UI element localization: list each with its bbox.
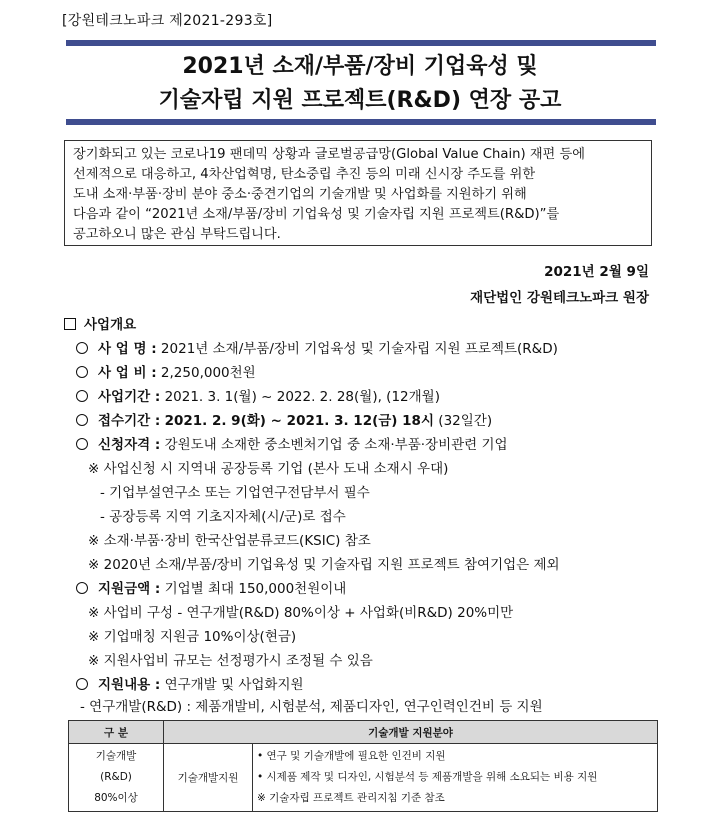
square-bullet-icon: [64, 318, 76, 330]
detail-line: • 연구 및 기술개발에 필요한 인건비 지원: [257, 750, 446, 762]
item-value: 2,250,000천원: [160, 365, 256, 381]
section-heading: [64, 313, 136, 333]
item-label: 신청자격 :: [98, 437, 161, 453]
document-number: [강원테크노파크 제2021-293호]: [62, 13, 273, 29]
rd-description: - 연구개발(R&D) : 제품개발비, 시험분석, 제품디자인, 연구인력인건비 등 지원: [80, 699, 543, 715]
circle-bullet-icon: [76, 366, 88, 378]
circle-bullet-icon: [76, 390, 88, 402]
item-value: 2021. 3. 1(월) ~ 2022. 2. 28(월), (12개월): [164, 389, 440, 405]
title-bottom-rule: [66, 119, 656, 125]
item-value: 강원도내 소재한 중소벤처기업 중 소재·부품·장비관련 기업: [164, 437, 508, 453]
intro-box: [64, 140, 652, 246]
item-project-name: [76, 337, 558, 357]
item-label: 접수기간 :: [98, 413, 161, 429]
table-row: [69, 744, 658, 812]
detail-line: ※ 기술자립 프로젝트 관리지침 기준 참조: [257, 792, 445, 804]
note: ※ 사업비 구성 - 연구개발(R&D) 80%이상 + 사업화(비R&D) 20%미만: [88, 605, 514, 621]
title-line-1: 2021년 소재/부품/장비 기업육성 및: [182, 54, 538, 79]
item-label: 지원금액 :: [98, 581, 161, 597]
intro-line: 다음과 같이 “2021년 소재/부품/장비 기업육성 및 기술자립 지원 프로젝트(R&D)”를: [73, 207, 560, 222]
item-support-content: [76, 673, 304, 693]
title-line-2: 기술자립 지원 프로젝트(R&D) 연장 공고: [158, 88, 562, 113]
intro-line: 선제적으로 대응하고, 4차산업혁명, 탄소중립 추진 등의 미래 신시장 주도를 위한: [73, 167, 536, 182]
intro-line: 장기화되고 있는 코로나19 팬데믹 상황과 글로벌공급망(Global Value Chain) 재편 등에: [73, 147, 585, 162]
item-budget: [76, 361, 256, 381]
item-period: [76, 385, 440, 405]
item-value: 연구개발 및 사업화지원: [164, 677, 304, 693]
sub-note: - 공장등록 지역 기초지자체(시/군)로 접수: [100, 509, 346, 525]
announcement-date: 2021년 2월 9일: [544, 264, 649, 280]
circle-bullet-icon: [76, 342, 88, 354]
intro-line: 도내 소재·부품·장비 분야 중소·중견기업의 기술개발 및 사업화를 지원하기 위해: [73, 187, 527, 202]
item-support-amount: [76, 577, 346, 597]
title-top-rule: [66, 40, 656, 46]
table-cell-category: [69, 744, 164, 812]
note: ※ 사업신청 시 지역내 공장등록 기업 (본사 도내 소재시 우대): [88, 461, 449, 477]
table-cell-details: [253, 744, 658, 812]
section-title: 사업개요: [84, 317, 137, 333]
table-header: 기술개발 지원분야: [164, 721, 658, 744]
detail-line: • 시제품 제작 및 디자인, 시험분석 등 제품개발을 위해 소요되는 비용 지원: [257, 771, 598, 783]
note: ※ 2020년 소재/부품/장비 기업육성 및 기술자립 지원 프로젝트 참여기업은 제외: [88, 557, 560, 573]
issuing-organization: 재단법인 강원테크노파크 원장: [470, 290, 649, 306]
item-value: 2021년 소재/부품/장비 기업육성 및 기술자립 지원 프로젝트(R&D): [160, 341, 558, 357]
support-table: [68, 720, 658, 812]
item-label: 사업기간 :: [98, 389, 161, 405]
item-extra: (32일간): [438, 413, 493, 429]
circle-bullet-icon: [76, 438, 88, 450]
intro-line: 공고하오니 많은 관심 부탁드립니다.: [73, 227, 281, 242]
item-label: 지원내용 :: [98, 677, 161, 693]
item-label: 사 업 비 :: [98, 365, 157, 381]
circle-bullet-icon: [76, 582, 88, 594]
circle-bullet-icon: [76, 414, 88, 426]
category-line: 80%이상: [94, 792, 138, 804]
table-header: 구 분: [69, 721, 164, 744]
category-line: (R&D): [100, 771, 132, 783]
item-eligibility: [76, 433, 508, 453]
sub-note: - 기업부설연구소 또는 기업연구전담부서 필수: [100, 485, 370, 501]
circle-bullet-icon: [76, 678, 88, 690]
note: ※ 지원사업비 규모는 선정평가시 조정될 수 있음: [88, 653, 373, 669]
item-value: 기업별 최대 150,000천원이내: [164, 581, 347, 597]
item-reception: [76, 409, 492, 429]
note: ※ 기업매칭 지원금 10%이상(현금): [88, 629, 297, 645]
table-cell-subcategory: 기술개발지원: [164, 744, 253, 812]
item-value: 2021. 2. 9(화) ~ 2021. 3. 12(금) 18시: [164, 413, 434, 429]
category-line: 기술개발: [95, 750, 137, 762]
table-header-row: [69, 721, 658, 744]
note: ※ 소재·부품·장비 한국산업분류코드(KSIC) 참조: [88, 533, 371, 549]
item-label: 사 업 명 :: [98, 341, 157, 357]
